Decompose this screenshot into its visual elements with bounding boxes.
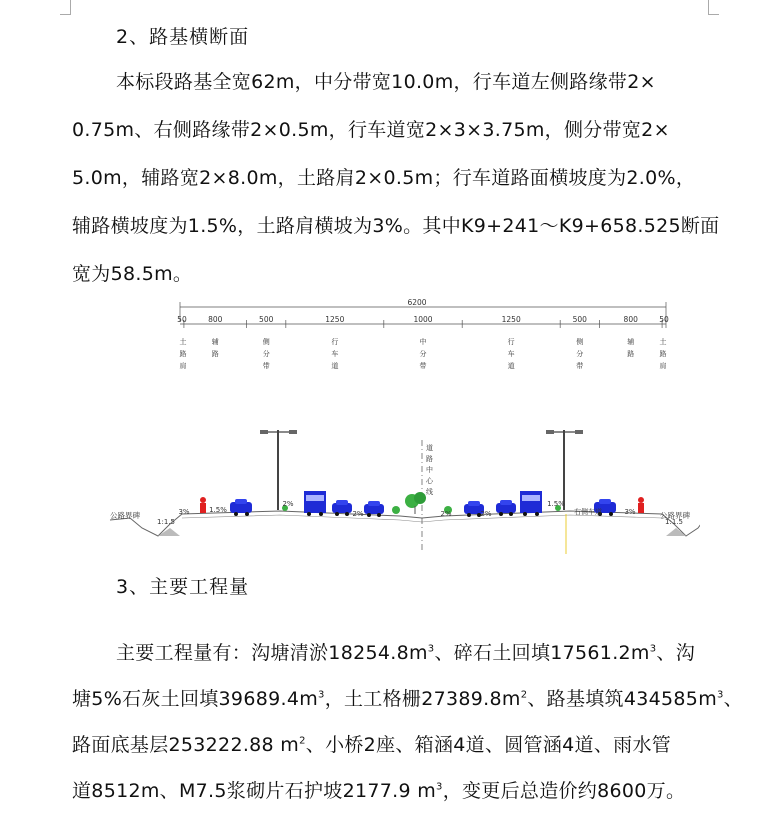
- text-run: 、沟: [656, 642, 696, 664]
- vehicle-bus: [520, 491, 542, 516]
- zone-label: 辅路: [627, 338, 635, 358]
- page-corner-mark-right: [708, 0, 719, 15]
- text-run: 塘5%石灰土回填39689.4m: [72, 688, 319, 710]
- section3-line: [72, 768, 712, 814]
- text-run: ，土工格栅27389.8m: [324, 688, 521, 710]
- section2-line: 宽为58.5m。: [72, 263, 193, 285]
- center-line-label: 道路中心线: [426, 444, 433, 496]
- section3-heading: 3、主要工程量: [116, 576, 250, 598]
- segment-width-label: 1000: [413, 315, 433, 324]
- section2-line: 5.0m，辅路宽2×8.0m，土路肩2×0.5m；行车道路面横坡度为2.0%，: [72, 167, 696, 189]
- section2-line: 本标段路基全宽62m，中分带宽10.0m，行车道左侧路缘带2×: [116, 71, 656, 93]
- unit-exponent: 2: [299, 735, 306, 747]
- zone-labels: [180, 337, 667, 370]
- slope-label: 1.5%: [547, 500, 565, 508]
- unit-exponent: 3: [717, 689, 724, 701]
- vehicle-bus: [304, 491, 326, 516]
- slope-label: 1:1.5: [157, 518, 175, 526]
- segment-width-label: 800: [208, 315, 223, 324]
- text-run: ，变更后总造价约8600万。: [442, 780, 686, 802]
- segment-width-label: 800: [623, 315, 638, 324]
- section2-line: 辅路横坡度为1.5%，土路肩横坡为3%。其中K9+241～K9+658.525断面: [72, 215, 720, 237]
- text-run: 主要工程量有：沟塘清淤18254.8m: [116, 642, 428, 664]
- zone-label: 土路肩: [659, 338, 667, 370]
- section2-heading: 2、路基横断面: [116, 26, 250, 48]
- slope-label: 2%: [282, 500, 294, 508]
- zone-label: 行车道: [331, 338, 339, 370]
- section3-line: [72, 630, 712, 676]
- page-corner-mark-left: [60, 0, 71, 15]
- median-tree: [405, 492, 426, 514]
- segment-width-label: 500: [572, 315, 587, 324]
- unit-exponent: 3: [436, 781, 443, 793]
- text-run: 、路基填筑434585m: [527, 688, 717, 710]
- zone-label: 中分带: [419, 338, 427, 370]
- segment-labels: [177, 315, 669, 324]
- slope-label: 3%: [624, 508, 636, 516]
- slope-label: 2%: [440, 510, 452, 518]
- boundary-marker-left: 公路界碑: [110, 511, 140, 520]
- section2-paragraph: [72, 58, 720, 298]
- unit-exponent: 3: [649, 643, 657, 655]
- slope-label: 2%: [352, 510, 364, 518]
- text-run: 、小桥2座、箱涵4道、圆管涵4道、雨水管: [305, 734, 672, 756]
- street-light-right: [546, 430, 583, 510]
- unit-exponent: 3: [318, 689, 325, 701]
- right-lane-label: 右侧车道: [574, 508, 602, 516]
- segment-width-label: 1250: [325, 315, 345, 324]
- text-run: 、: [723, 688, 743, 710]
- street-light-left: [260, 430, 297, 510]
- text-run: 路面底基层253222.88 m: [72, 734, 300, 756]
- text-run: 、碎石土回填17561.2m: [434, 642, 650, 664]
- unit-exponent: 2: [520, 689, 528, 701]
- total-width-label: 6200: [407, 298, 427, 307]
- section3-line: [72, 722, 712, 768]
- zone-label: 行车道: [507, 338, 515, 370]
- zone-label: 辅路: [211, 338, 219, 358]
- segment-width-label: 1250: [501, 315, 521, 324]
- slope-label: 1:1.5: [665, 518, 683, 526]
- vehicle-car: [230, 499, 252, 516]
- text-run: 道8512m、M7.5浆砌片石护坡2177.9 m: [72, 780, 437, 802]
- zone-label: 土路肩: [179, 338, 187, 370]
- zone-label: 侧分带: [262, 338, 270, 370]
- segment-width-label: 500: [259, 315, 274, 324]
- section3-line: [72, 676, 743, 722]
- zone-label: 侧分带: [576, 338, 584, 370]
- slope-label: 2%: [480, 510, 492, 518]
- slope-label: 1.5%: [209, 506, 227, 514]
- section2-line: 0.75m、右侧路缘带2×0.5m，行车道宽2×3×3.75m，侧分带宽2×: [72, 119, 670, 141]
- boundary-marker-right: 公路界碑: [660, 511, 690, 520]
- pedestrian-icon: [638, 497, 644, 513]
- unit-exponent: 3: [427, 643, 435, 655]
- section3-paragraph: [72, 630, 743, 814]
- segment-width-label: 50: [177, 315, 187, 324]
- pedestrian-icon: [200, 497, 206, 513]
- segment-width-label: 50: [659, 315, 669, 324]
- road-cross-section-figure: [100, 292, 700, 557]
- slope-label: 3%: [178, 508, 190, 516]
